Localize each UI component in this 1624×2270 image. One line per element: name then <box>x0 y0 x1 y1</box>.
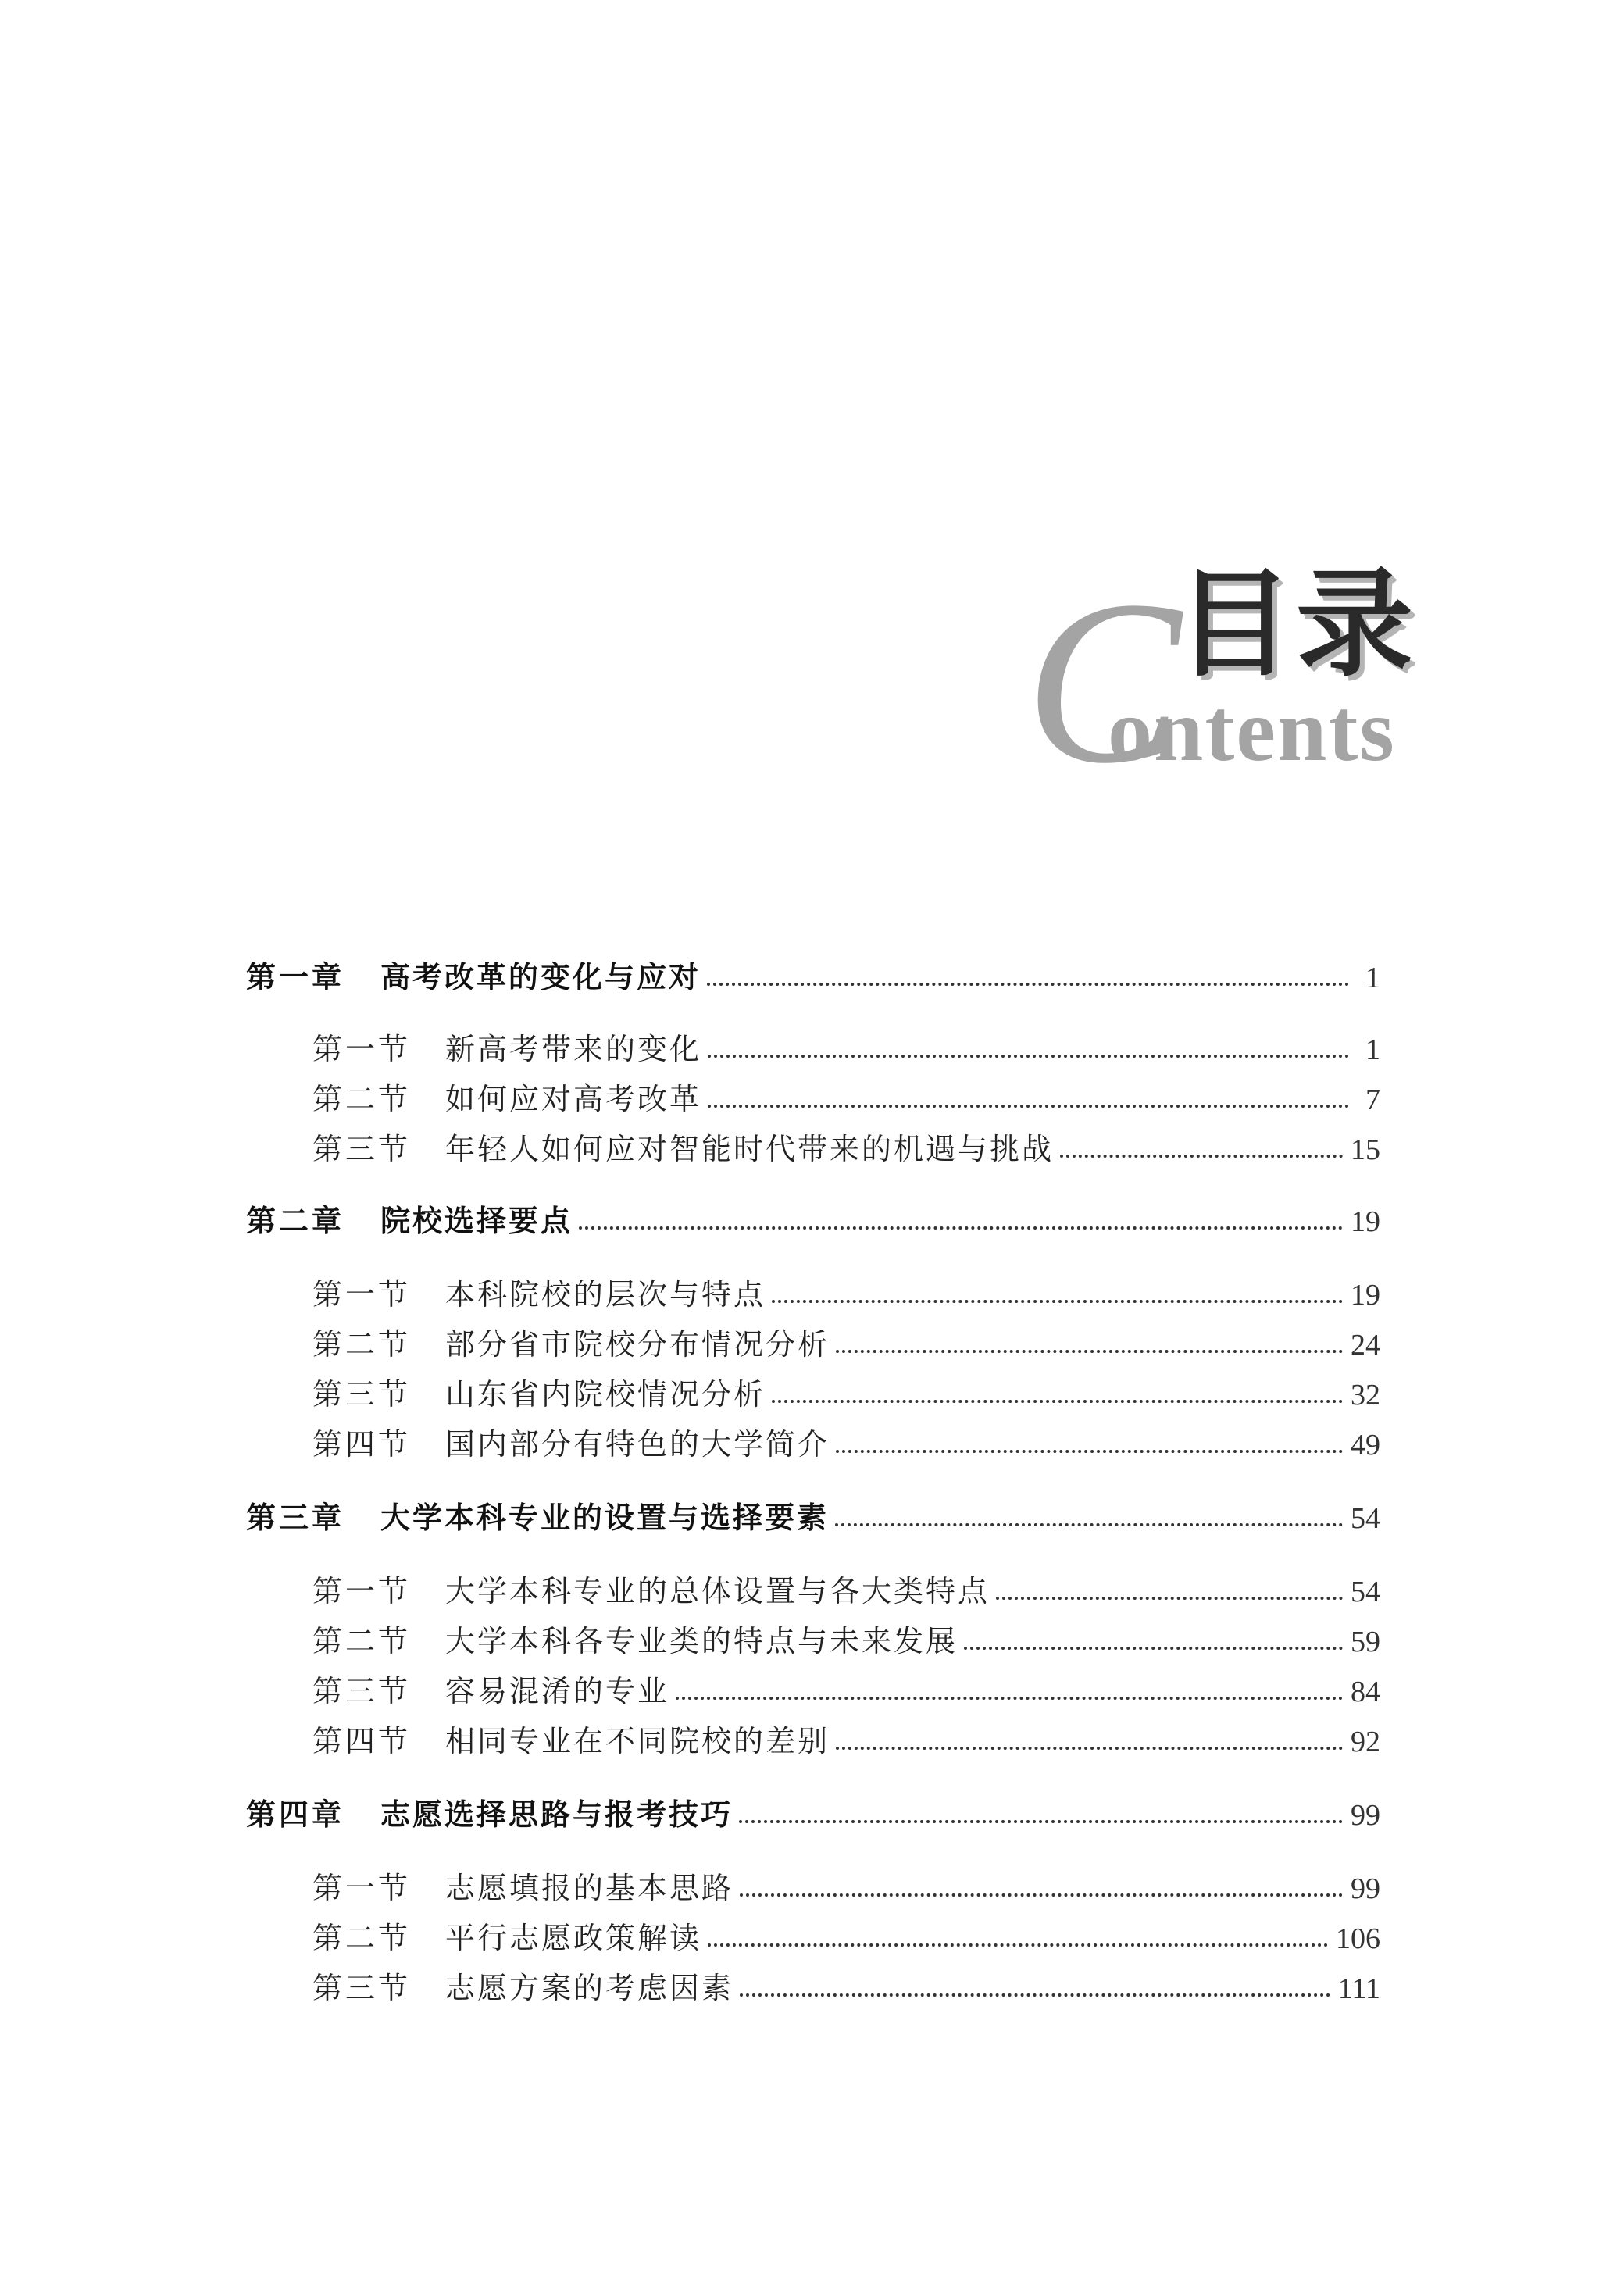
toc-section-row <box>312 1320 1380 1367</box>
dot-leader <box>836 1350 1343 1353</box>
chapter-number: 第二章 <box>246 1204 345 1238</box>
page-number: 99 <box>1351 1872 1380 1905</box>
dot-leader <box>708 1105 1349 1108</box>
page-number: 84 <box>1351 1676 1380 1708</box>
dot-leader <box>964 1647 1343 1650</box>
chapter-number: 第四章 <box>246 1797 345 1832</box>
section-title: 大学本科专业的总体设置与各大类特点 <box>445 1574 990 1608</box>
dot-leader <box>836 1747 1343 1750</box>
page-number: 24 <box>1351 1329 1380 1362</box>
heading-english: ontents <box>1108 680 1396 780</box>
section-number: 第二节 <box>312 1624 412 1658</box>
dot-leader <box>676 1697 1343 1700</box>
section-title: 山东省内院校情况分析 <box>445 1377 766 1412</box>
page-number: 59 <box>1351 1626 1380 1658</box>
dot-leader <box>740 1993 1330 1997</box>
section-number: 第二节 <box>312 1921 412 1955</box>
section-number: 第四节 <box>312 1427 412 1462</box>
toc-section-row <box>312 1370 1380 1417</box>
dot-leader <box>835 1523 1343 1526</box>
dot-leader <box>739 1820 1343 1823</box>
section-title: 新高考带来的变化 <box>445 1032 702 1066</box>
toc-chapter-row <box>246 1790 1380 1837</box>
heading-initial-letter: C <box>1025 552 1182 812</box>
toc-section-row <box>312 1420 1380 1467</box>
page-number: 99 <box>1351 1799 1380 1832</box>
section-title: 相同专业在不同院校的差别 <box>445 1724 830 1758</box>
section-number: 第一节 <box>312 1871 412 1905</box>
dot-leader <box>772 1300 1343 1303</box>
section-title: 志愿填报的基本思路 <box>445 1871 734 1905</box>
chapter-title: 高考改革的变化与应对 <box>380 960 701 994</box>
toc-chapter-row <box>246 953 1380 1000</box>
toc-section-row <box>312 1075 1380 1122</box>
section-title: 如何应对高考改革 <box>445 1082 702 1116</box>
dot-leader <box>836 1450 1343 1453</box>
section-title: 容易混淆的专业 <box>445 1674 670 1708</box>
page-number: 49 <box>1351 1429 1380 1462</box>
toc-section-row <box>312 1667 1380 1714</box>
page-number: 106 <box>1336 1922 1380 1955</box>
page-number: 54 <box>1351 1502 1380 1535</box>
toc-chapter-row <box>246 1197 1380 1244</box>
heading-chinese: 目录 <box>1176 557 1417 693</box>
section-number: 第三节 <box>312 1132 412 1166</box>
page-number: 54 <box>1351 1576 1380 1608</box>
dot-leader <box>740 1893 1343 1897</box>
toc-section-row <box>312 1125 1380 1172</box>
dot-leader <box>996 1597 1343 1600</box>
section-title: 年轻人如何应对智能时代带来的机遇与挑战 <box>445 1132 1055 1166</box>
dot-leader <box>708 1055 1349 1058</box>
section-title: 本科院校的层次与特点 <box>445 1277 766 1312</box>
section-number: 第一节 <box>312 1574 412 1608</box>
toc-section-row <box>312 1270 1380 1317</box>
section-title: 平行志愿政策解读 <box>445 1921 702 1955</box>
page-number: 7 <box>1365 1083 1380 1116</box>
section-title: 志愿方案的考虑因素 <box>445 1971 734 2005</box>
toc-section-row <box>312 1864 1380 1911</box>
dot-leader <box>707 983 1349 986</box>
section-number: 第一节 <box>312 1032 412 1066</box>
page-number: 32 <box>1351 1379 1380 1412</box>
section-number: 第三节 <box>312 1674 412 1708</box>
dot-leader <box>708 1943 1328 1947</box>
section-number: 第二节 <box>312 1082 412 1116</box>
chapter-title: 院校选择要点 <box>380 1204 573 1238</box>
contents-heading <box>1015 552 1417 812</box>
toc-section-row <box>312 1617 1380 1664</box>
toc-chapter-row <box>246 1494 1380 1540</box>
page-number: 1 <box>1365 962 1380 994</box>
section-number: 第一节 <box>312 1277 412 1312</box>
chapter-number: 第一章 <box>246 960 345 994</box>
page-number: 19 <box>1351 1279 1380 1312</box>
chapter-number: 第三章 <box>246 1501 345 1535</box>
toc-section-row <box>312 1717 1380 1764</box>
chapter-title: 大学本科专业的设置与选择要素 <box>380 1501 830 1535</box>
section-title: 大学本科各专业类的特点与未来发展 <box>445 1624 958 1658</box>
toc-section-row <box>312 1025 1380 1072</box>
toc-section-row <box>312 1914 1380 1961</box>
page-number: 1 <box>1365 1033 1380 1066</box>
page-number: 92 <box>1351 1726 1380 1758</box>
page-number: 15 <box>1351 1133 1380 1166</box>
page-number: 19 <box>1351 1205 1380 1238</box>
dot-leader <box>1060 1155 1343 1158</box>
section-number: 第三节 <box>312 1377 412 1412</box>
section-number: 第三节 <box>312 1971 412 2005</box>
chapter-title: 志愿选择思路与报考技巧 <box>380 1797 733 1832</box>
toc-section-row <box>312 1567 1380 1614</box>
dot-leader <box>772 1400 1343 1403</box>
dot-leader <box>579 1226 1343 1230</box>
section-title: 部分省市院校分布情况分析 <box>445 1327 830 1362</box>
section-number: 第二节 <box>312 1327 412 1362</box>
section-number: 第四节 <box>312 1724 412 1758</box>
page-number: 111 <box>1337 1972 1380 2005</box>
toc-section-row <box>312 1964 1380 2011</box>
section-title: 国内部分有特色的大学简介 <box>445 1427 830 1462</box>
